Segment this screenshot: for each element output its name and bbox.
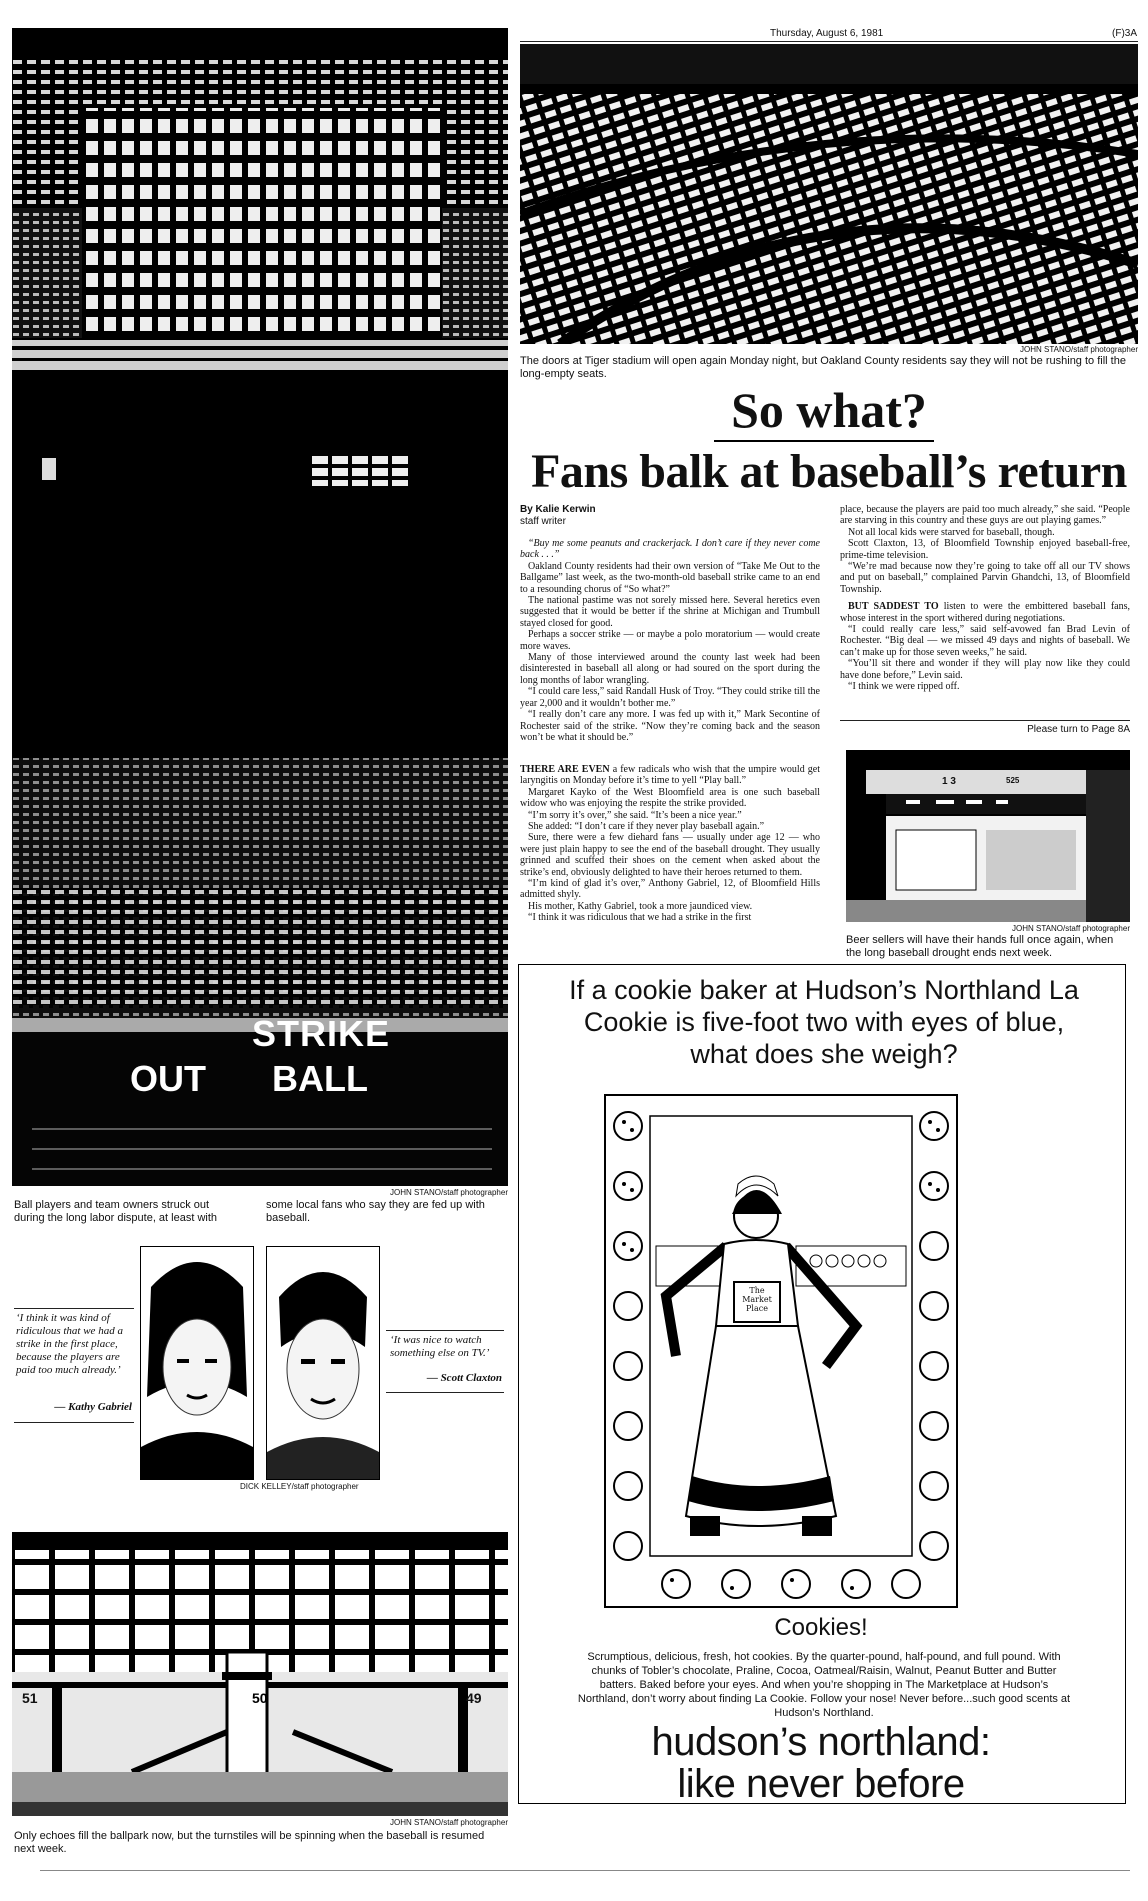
gate-number-middle: 50: [252, 1690, 268, 1706]
apron-sign: The Market Place: [742, 1286, 772, 1313]
quote-rule: [386, 1330, 504, 1331]
ad-headline: If a cookie baker at Hudson’s Northland La Cookie is five-foot two with eyes of blue, what does she weigh?: [569, 975, 1079, 1069]
header-rule: [520, 41, 1138, 42]
ad-logo-line1: hudson’s northland:: [651, 1720, 991, 1764]
turnstile-photo: [12, 1532, 508, 1816]
article-column-2: [840, 504, 1130, 693]
empty-seats-photo: [520, 44, 1138, 344]
article-paragraph: The national pastime was not sorely missed here. Several heretics even suggested that it would be better if the shrine at Michigan and Trumbull stayed closed for good.: [520, 595, 820, 629]
kathy-gabriel-portrait: [140, 1246, 254, 1480]
article-paragraph: “We’re mad because now they’re going to take off all our TV shows and put on baseball,” complained Parvin Ghandchi, 13, of Bloomfield Township.: [840, 561, 1130, 595]
photo-credit: DICK KELLEY/staff photographer: [240, 1482, 359, 1491]
article-paragraph: a few radicals who wish that the umpire would get laryngitis on Monday before it’s time to yell “Play ball.”: [520, 764, 821, 787]
kicker-underline: [714, 440, 934, 442]
section-lead: THERE ARE EVEN: [520, 764, 610, 775]
photo-caption: Beer sellers will have their hands full once again, when the long baseball drought ends next week.: [846, 934, 1114, 959]
gate-number-right: 49: [466, 1690, 482, 1706]
scoreboard-strike-label: STRIKE: [252, 1013, 391, 1054]
portrait-graphic: [141, 1247, 253, 1479]
article-paragraph: “I really don’t care any more. I was fed up with it,” Mark Secontine of Rochester said of the strike. “Now they’re coming back and the season won’t be what it should be.”: [520, 709, 820, 743]
scoreboard-ball-label: BALL: [272, 1058, 368, 1099]
quote-attribution: — Scott Claxton: [426, 1372, 502, 1384]
kicker-headline: So what?: [731, 382, 927, 438]
photo-caption: Only echoes fill the ballpark now, but the turnstiles will be spinning when the baseball is resumed next week.: [14, 1830, 485, 1855]
stadium-scoreboard-photo: [12, 28, 508, 1186]
article-paragraph: She added: “I don’t care if they never play baseball again.”: [528, 821, 765, 833]
article-paragraph: Not all local kids were starved for baseball, though.: [848, 526, 1055, 538]
article-paragraph: “I could really care less,” said self-avowed fan Brad Levin of Rochester. “Big deal — we missed 49 days and nights of baseball. We can’t make up for those seven weeks,” he said.: [840, 624, 1130, 658]
turnstile-graphic: [12, 1532, 508, 1816]
article-paragraph: Margaret Kayko of the West Bloomfield area is one such baseball widow who was enjoying the respite the strike provided.: [520, 786, 820, 810]
photo-credit: JOHN STANO/staff photographer: [390, 1188, 508, 1197]
article-paragraph: “I’m sorry it’s over,” she said. “It’s been a nice year.”: [528, 809, 742, 821]
article-paragraph: “I could care less,” said Randall Husk of Troy. “They could strike till the year 2,000 and it wouldn’t bother me.”: [520, 686, 820, 709]
quote-rule: [14, 1422, 134, 1423]
ad-illustration: [604, 1094, 958, 1608]
article-paragraph: place, because the players are paid too much already,” she said. “People are starving in this country and these guys are out playing games.”: [840, 504, 1130, 527]
quote-rule: [14, 1308, 134, 1309]
article-paragraph: Oakland County residents had their own version of “Take Me Out to the Ballgame” last week, as the two-month-old baseball strike came to an end to a resounding chorus of “So what?”: [520, 560, 820, 595]
photo-caption: some local fans who say they are fed up with baseball.: [266, 1199, 485, 1224]
byline: By Kalie Kerwin: [520, 504, 596, 515]
main-headline: Fans balk at baseball’s return: [531, 445, 1127, 498]
jump-line: Please turn to Page 8A: [1027, 724, 1130, 735]
portrait-graphic: [267, 1247, 379, 1479]
article-paragraph: Many of those interviewed around the county last week had been disinterested in baseball all along or had soured on the sport during the long months of labor wrangling.: [520, 652, 820, 686]
photo-credit: JOHN STANO/staff photographer: [1012, 924, 1130, 933]
article-paragraph: “I think it was ridiculous that we had a strike in the first: [528, 912, 752, 924]
beer-stand-graphic: [846, 750, 1130, 922]
stand-sign-number: 1 3: [942, 776, 956, 787]
photo-credit: JOHN STANO/staff photographer: [390, 1818, 508, 1827]
photo-credit: JOHN STANO/staff photographer: [1020, 345, 1138, 354]
article-column-1: [520, 538, 820, 743]
beer-stand-photo: [846, 750, 1130, 922]
ad-body: Scrumptious, delicious, fresh, hot cookies. By the quarter-pound, half-pound, and full pound. With chunks of Tobler’s chocolate, Praline, Cocoa, Oatmeal/Raisin, Walnut, Peanut Butter and Butter batters. Baked before your eyes. And when you’re shopping in The Marketplace at Hudson’s Northland, don’t worry about finding La Cookie. Follow your nose! Never before...such good scents at Hudson’s Northland.: [577, 1651, 1071, 1719]
scoreboard-out-label: OUT: [130, 1058, 206, 1099]
article-paragraph: listen to were the embittered baseball fans, whose interest in the sport withered during negotiations.: [840, 601, 1130, 624]
article-paragraph: Sure, there were a few diehard fans — usually under age 12 — who were just plain happy to see the end of the baseball drought. They usually grinned and scuffed their shoes on the cement when asked about the strike’s end, obviously delighted to have their heroes returned to them.: [520, 832, 820, 878]
article-paragraph: “You’ll sit there and wonder if they will play now like they could have done before,” Levin said.: [840, 658, 1130, 681]
ad-logo-line2: like never before: [677, 1762, 965, 1806]
photo-caption: The doors at Tiger stadium will open again Monday night, but Oakland County residents say they will not be rushing to fill the long-empty seats.: [520, 355, 1126, 380]
stand-sign-number: 525: [1006, 776, 1020, 785]
ad-subhead: Cookies!: [774, 1614, 868, 1641]
byline-role: staff writer: [520, 516, 566, 527]
cookie-baker-graphic: [606, 1096, 956, 1606]
quote-rule: [386, 1392, 504, 1393]
pull-quote: ‘I think it was kind of ridiculous that we had a strike in the first place, because the players are paid too much already.’: [16, 1312, 123, 1376]
article-paragraph: “I think we were ripped off.: [848, 681, 960, 693]
gate-number-left: 51: [22, 1690, 38, 1706]
article-paragraph: Scott Claxton, 13, of Bloomfield Township enjoyed baseball-free, prime-time television.: [840, 538, 1130, 561]
scott-claxton-portrait: [266, 1246, 380, 1480]
page-number: (F)3A: [1112, 28, 1137, 39]
article-paragraph: “I’m kind of glad it’s over,” Anthony Gabriel, 12, of Bloomfield Hills admitted shyly.: [520, 878, 820, 901]
empty-seats-graphic: [520, 44, 1138, 344]
article-paragraph: Perhaps a soccer strike — or maybe a polo moratorium — would create more waves.: [520, 629, 820, 652]
article-paragraph: His mother, Kathy Gabriel, took a more jaundiced view.: [528, 900, 753, 912]
article-paragraph: “Buy me some peanuts and crackerjack. I don’t care if they never come back . . .”: [520, 538, 820, 561]
page-bottom-rule: [40, 1870, 1130, 1871]
quote-attribution: — Kathy Gabriel: [54, 1401, 132, 1413]
dateline: Thursday, August 6, 1981: [770, 28, 884, 39]
pull-quote: ‘It was nice to watch something else on TV.’: [390, 1334, 490, 1359]
section-lead: BUT SADDEST TO: [848, 601, 939, 613]
article-column-1b: [520, 764, 820, 924]
photo-caption: Ball players and team owners struck out during the long labor dispute, at least with: [14, 1199, 218, 1224]
jump-rule: [840, 720, 1130, 721]
